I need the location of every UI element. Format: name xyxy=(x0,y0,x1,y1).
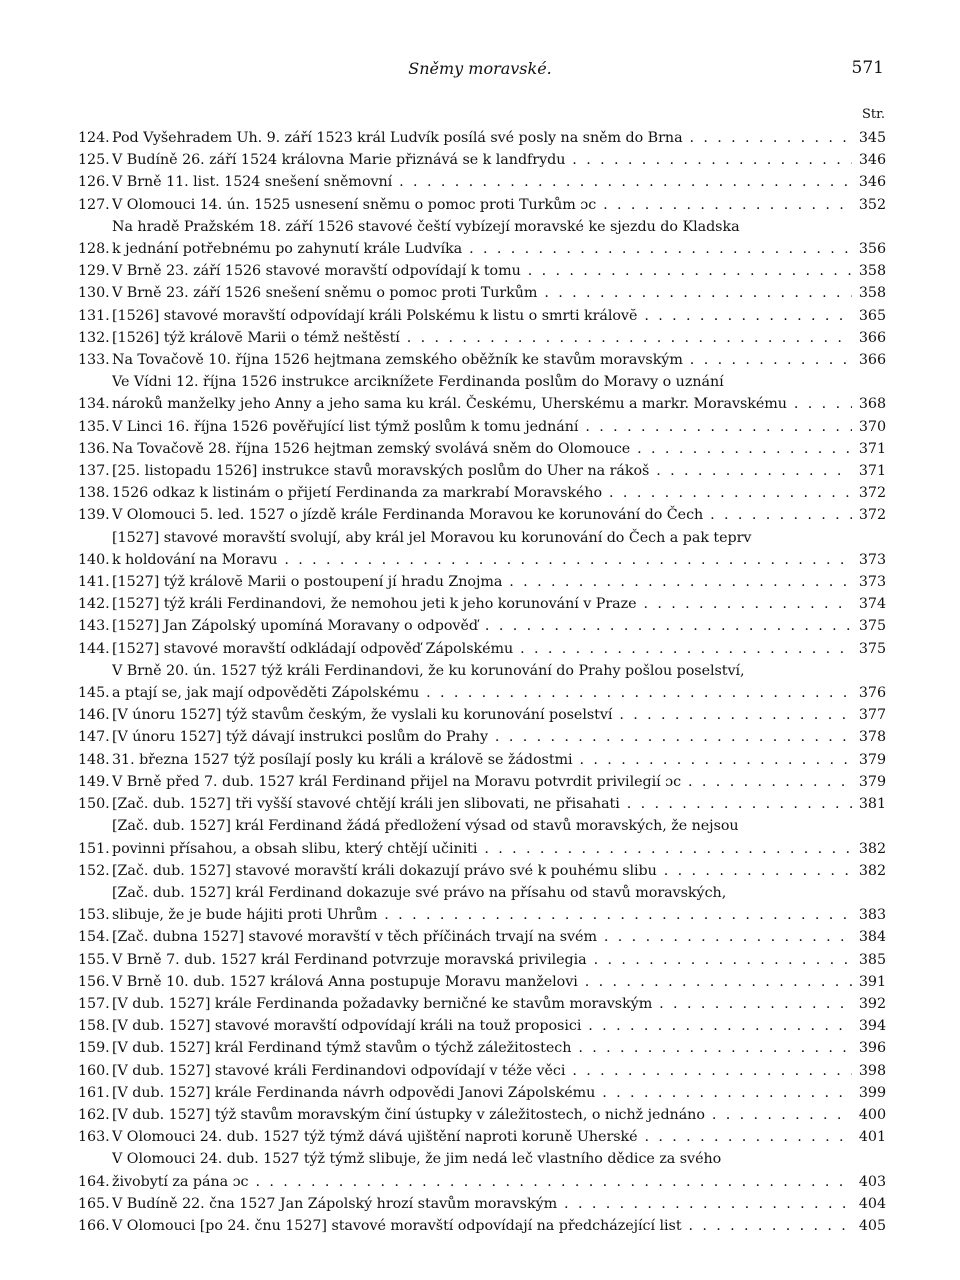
entry-page-number: 392 xyxy=(858,995,886,1012)
toc-entry xyxy=(78,704,886,726)
entry-text-line: V Linci 16. října 1526 pověřující list týmž poslům k tomu jednání . . . xyxy=(112,416,852,438)
entry-page-number: 375 xyxy=(858,618,886,635)
entry-text-line: V Olomouci 14. ún. 1525 usnesení sněmu o pomoc proti Turkům ɔc . . . xyxy=(112,194,852,216)
entry-page-number: 345 xyxy=(858,130,886,146)
entry-text-line: V Budíně 26. září 1524 královna Marie přiznává se k landfrydu . . . xyxy=(112,149,852,171)
entry-number: 162. xyxy=(78,1106,110,1123)
entry-text xyxy=(112,1148,852,1192)
entry-text xyxy=(112,371,852,415)
entry-text xyxy=(112,216,852,260)
entry-text-line: [V únoru 1527] týž stavům českým, že vyslali ku korunování poselství . . . xyxy=(112,704,852,726)
toc-entry xyxy=(78,438,886,460)
toc-entry xyxy=(78,638,886,660)
entry-text-line: [1527] Jan Zápolský upomíná Moravany o odpověď . . . xyxy=(112,615,852,637)
entry-text xyxy=(112,305,852,327)
toc-entry xyxy=(78,860,886,882)
entry-text xyxy=(112,1215,852,1237)
toc-entry xyxy=(78,1126,886,1148)
entry-page-number: 370 xyxy=(858,418,886,435)
entry-text-line: [1526] týž královĕ Marii o témž neštěstí . . . xyxy=(112,327,852,349)
entry-number: 148. xyxy=(78,751,110,768)
entry-page-number: 358 xyxy=(858,263,886,280)
entry-text-line: [V dub. 1527] král Ferdinand týmž stavům o týchž záležitostech . . . xyxy=(112,1037,852,1059)
entry-text-line: V Olomouci [po 24. čnu 1527] stavové moravští odpovídají na předcházející list . . . xyxy=(112,1215,852,1237)
entry-text-line: V Olomouci 24. dub. 1527 týž týmž slibuje, že jim nedá leč vlastního dědice za svého xyxy=(112,1151,722,1168)
entry-number: 129. xyxy=(78,263,110,280)
entry-text xyxy=(112,349,852,371)
entry-page-number: 352 xyxy=(858,196,886,213)
entry-text xyxy=(112,1060,852,1082)
toc-entry xyxy=(78,926,886,948)
entry-text xyxy=(112,571,852,593)
entry-number: 135. xyxy=(78,418,110,435)
entry-page-number: 356 xyxy=(858,241,886,258)
entry-text-line: V Brně 23. září 1526 snešení sněmu o pomoc proti Turkům . . . xyxy=(112,282,852,304)
page-column-label: Str. xyxy=(861,107,885,122)
entry-number: 131. xyxy=(78,307,110,324)
entry-text-line: [V dub. 1527] stavové králi Ferdinandovi odpovídají v téže věci . . . xyxy=(112,1060,852,1082)
entry-page-number: 394 xyxy=(858,1018,886,1035)
entry-text-line: V Brně 20. ún. 1527 týž králi Ferdinandovi, že ku korunování do Prahy pošlou poselství, xyxy=(112,662,745,679)
toc-entry xyxy=(78,416,886,438)
entry-page-number: 384 xyxy=(858,929,886,946)
toc-entry xyxy=(78,771,886,793)
entry-number: 150. xyxy=(78,796,110,813)
entry-page-number: 373 xyxy=(858,551,886,568)
entry-number: 160. xyxy=(78,1062,110,1079)
entry-text-line: V Brně 11. list. 1524 snešení sněmovní . . . xyxy=(112,171,852,193)
toc-entry xyxy=(78,149,886,171)
toc-entry xyxy=(78,971,886,993)
entry-text xyxy=(112,482,852,504)
toc-entry xyxy=(78,815,886,859)
toc-entry xyxy=(78,216,886,260)
entry-text-line: V Olomouci 24. dub. 1527 týž týmž dává ujištění naproti koruně Uherské . . . xyxy=(112,1126,852,1148)
entry-text-line: [V dub. 1527] stavové moravští odpovídají králi na touž proposici . . . xyxy=(112,1015,852,1037)
entry-page-number: 382 xyxy=(858,840,886,857)
entry-number: 141. xyxy=(78,574,110,591)
entry-text xyxy=(112,926,852,948)
entry-page-number: 371 xyxy=(858,440,886,457)
entry-text-line: povinni přísahou, a obsah slibu, který chtějí učiniti . . . xyxy=(112,838,852,860)
toc-entry xyxy=(78,615,886,637)
entry-number: 166. xyxy=(78,1217,110,1234)
entry-text xyxy=(112,504,852,526)
entry-number: 128. xyxy=(78,241,110,258)
toc-entry xyxy=(78,305,886,327)
entry-number: 149. xyxy=(78,773,110,790)
entry-text xyxy=(112,638,852,660)
entry-text xyxy=(112,416,852,438)
entry-number: 133. xyxy=(78,352,110,369)
toc-entry xyxy=(78,726,886,748)
toc-entry xyxy=(78,660,886,704)
entry-text-line: [Zač. dub. 1527] král Ferdinand žádá předložení výsad od stavů moravských, že nejsou xyxy=(112,818,739,835)
toc-entry xyxy=(78,882,886,926)
entry-number: 139. xyxy=(78,507,110,524)
entry-page-number: 366 xyxy=(858,329,886,346)
entry-page-number: 396 xyxy=(858,1040,886,1057)
entry-number: 136. xyxy=(78,440,110,457)
entry-page-number: 346 xyxy=(858,174,886,191)
entry-number: 155. xyxy=(78,951,110,968)
toc-entry xyxy=(78,1037,886,1059)
entry-text xyxy=(112,615,852,637)
entry-page-number: 401 xyxy=(858,1129,886,1146)
entry-text-line: [V dub. 1527] týž stavům moravským činí ústupky v záležitostech, o nichž jednáno . . . xyxy=(112,1104,852,1126)
toc-entry xyxy=(78,327,886,349)
entry-text-line: slibuje, že je bude hájiti proti Uhrům . . . xyxy=(112,904,852,926)
entry-text-line: V Olomouci 5. led. 1527 o jízdě krále Ferdinanda Moravou ke korunování do Čech . . . xyxy=(112,504,852,526)
entry-page-number: 372 xyxy=(858,507,886,524)
entry-page-number: 379 xyxy=(858,751,886,768)
entry-text xyxy=(112,860,852,882)
entry-page-number: 381 xyxy=(858,796,886,813)
entry-number: 130. xyxy=(78,285,110,302)
entry-text xyxy=(112,127,852,149)
page-number: 571 xyxy=(851,58,884,78)
toc-entry xyxy=(78,171,886,193)
entry-text-line: [1527] stavové moravští odkládají odpověď Zápolskému . . . xyxy=(112,638,852,660)
entry-number: 154. xyxy=(78,929,110,946)
entry-page-number: 391 xyxy=(858,973,886,990)
toc-entry xyxy=(78,1060,886,1082)
entry-number: 142. xyxy=(78,596,110,613)
entry-page-number: 366 xyxy=(858,352,886,369)
entry-text-line: Pod Vyšehradem Uh. 9. září 1523 král Ludvík posílá své posly na sněm do Brna . . . xyxy=(112,127,852,149)
entry-page-number: 346 xyxy=(858,152,886,169)
entry-number: 158. xyxy=(78,1018,110,1035)
entry-number: 151. xyxy=(78,840,110,857)
entry-text xyxy=(112,1104,852,1126)
toc-entry xyxy=(78,1193,886,1215)
entry-text xyxy=(112,815,852,859)
entry-page-number: 382 xyxy=(858,862,886,879)
entry-text-line: [V dub. 1527] krále Ferdinanda požadavky berničné ke stavům moravským . . . xyxy=(112,993,852,1015)
entry-text-line: a ptají se, jak mají odpověděti Zápolskému . . . xyxy=(112,682,852,704)
entry-text xyxy=(112,949,852,971)
toc-entry xyxy=(78,460,886,482)
entry-text-line: V Brně 10. dub. 1527 králová Anna postupuje Moravu manželovi . . . xyxy=(112,971,852,993)
toc-entry xyxy=(78,260,886,282)
entry-page-number: 368 xyxy=(858,396,886,413)
entry-text xyxy=(112,527,852,571)
entry-text xyxy=(112,749,852,771)
entry-text-line: V Brně 23. září 1526 stavové moravští odpovídají k tomu . . . xyxy=(112,260,852,282)
entry-text xyxy=(112,1126,852,1148)
toc-entry xyxy=(78,194,886,216)
entry-text-line: [V únoru 1527] týž dávají instrukci poslům do Prahy . . . xyxy=(112,726,852,748)
entry-number: 157. xyxy=(78,995,110,1012)
entry-text xyxy=(112,660,852,704)
entry-text-line: Na hradě Pražském 18. září 1526 stavové čeští vybízejí moravské ke sjezdu do Kladska xyxy=(112,218,740,235)
entry-number: 140. xyxy=(78,551,110,568)
toc-entry xyxy=(78,593,886,615)
entry-page-number: 404 xyxy=(858,1195,886,1212)
entry-text xyxy=(112,460,852,482)
toc-entry xyxy=(78,482,886,504)
entry-text-line: Na Tovačově 10. října 1526 hejtmana zemského oběžník ke stavům moravským . . . xyxy=(112,349,852,371)
entry-text-line: V Brně 7. dub. 1527 král Ferdinand potvrzuje moravská privilegia . . . xyxy=(112,949,852,971)
toc-entry xyxy=(78,1015,886,1037)
entry-page-number: 377 xyxy=(858,707,886,724)
entry-number: 159. xyxy=(78,1040,110,1057)
entry-number: 153. xyxy=(78,907,110,924)
entry-page-number: 372 xyxy=(858,485,886,502)
entry-number: 126. xyxy=(78,174,110,191)
entry-number: 161. xyxy=(78,1084,110,1101)
entry-page-number: 403 xyxy=(858,1173,886,1190)
table-of-contents xyxy=(78,127,886,1237)
toc-entry xyxy=(78,371,886,415)
entry-text xyxy=(112,149,852,171)
entry-page-number: 373 xyxy=(858,574,886,591)
entry-page-number: 358 xyxy=(858,285,886,302)
entry-text-line: [1527] týž královĕ Marii o postoupení jí hradu Znojma . . . xyxy=(112,571,852,593)
entry-text xyxy=(112,194,852,216)
entry-page-number: 398 xyxy=(858,1062,886,1079)
entry-text-line: V Budíně 22. čna 1527 Jan Zápolský hrozí stavům moravským . . . xyxy=(112,1193,852,1215)
entry-number: 125. xyxy=(78,152,110,169)
entry-text-line: k jednání potřebnému po zahynutí krále Ludvíka . . . xyxy=(112,238,852,260)
entry-number: 137. xyxy=(78,463,110,480)
entry-text xyxy=(112,438,852,460)
entry-text xyxy=(112,327,852,349)
entry-text xyxy=(112,1193,852,1215)
entry-text-line: k holdování na Moravu . . . xyxy=(112,549,852,571)
entry-text-line: Na Tovačově 28. října 1526 hejtman zemský svolává sněm do Olomouce . . . xyxy=(112,438,852,460)
entry-text-line: [V dub. 1527] krále Ferdinanda návrh odpovědi Janovi Zápolskému . . . xyxy=(112,1082,852,1104)
entry-page-number: 385 xyxy=(858,951,886,968)
entry-text xyxy=(112,971,852,993)
entry-text xyxy=(112,993,852,1015)
entry-text-line: [1526] stavové moravští odpovídají králi Polskému k listu o smrti královĕ . . . xyxy=(112,305,852,327)
entry-page-number: 379 xyxy=(858,773,886,790)
entry-page-number: 383 xyxy=(858,907,886,924)
entry-text-line: Ve Vídni 12. října 1526 instrukce arciknížete Ferdinanda poslům do Moravy o uznání xyxy=(112,374,724,391)
entry-number: 146. xyxy=(78,707,110,724)
entry-text-line: [Zač. dub. 1527] stavové moravští králi dokazují právo své k pouhému slibu . . . xyxy=(112,860,852,882)
toc-entry xyxy=(78,1148,886,1192)
entry-number: 164. xyxy=(78,1173,110,1190)
toc-entry xyxy=(78,949,886,971)
entry-text xyxy=(112,260,852,282)
entry-page-number: 400 xyxy=(858,1106,886,1123)
entry-text-line: [25. listopadu 1526] instrukce stavů moravských poslům do Uher na rákoš . . . xyxy=(112,460,852,482)
entry-text-line: V Brně před 7. dub. 1527 král Ferdinand přijel na Moravu potvrdit privilegií ɔc . . . xyxy=(112,771,852,793)
toc-entry xyxy=(78,749,886,771)
entry-text xyxy=(112,793,852,815)
entry-page-number: 378 xyxy=(858,729,886,746)
entry-text xyxy=(112,882,852,926)
entry-text xyxy=(112,771,852,793)
entry-text-line: 31. března 1527 týž posílají posly ku králi a královĕ se žádostmi . . . xyxy=(112,749,852,771)
toc-entry xyxy=(78,282,886,304)
entry-text xyxy=(112,593,852,615)
entry-text xyxy=(112,171,852,193)
running-header-title: Sněmy moravské. xyxy=(408,59,552,78)
toc-entry xyxy=(78,793,886,815)
toc-entry xyxy=(78,993,886,1015)
entry-number: 127. xyxy=(78,196,110,213)
entry-number: 144. xyxy=(78,640,110,657)
toc-entry xyxy=(78,1104,886,1126)
entry-number: 152. xyxy=(78,862,110,879)
entry-number: 134. xyxy=(78,396,110,413)
entry-number: 156. xyxy=(78,973,110,990)
entry-page-number: 399 xyxy=(858,1084,886,1101)
entry-text-line: [Zač. dubna 1527] stavové moravští v těch příčinách trvají na svém . . . xyxy=(112,926,852,948)
entry-text-line: živobytí za pána ɔc . . . xyxy=(112,1171,852,1193)
entry-text-line: [1527] týž králi Ferdinandovi, že nemohou jeti k jeho korunování v Praze . . . xyxy=(112,593,852,615)
entry-text-line: [Zač. dub. 1527] král Ferdinand dokazuje své právo na přísahu od stavů moravských, xyxy=(112,884,727,901)
entry-text xyxy=(112,726,852,748)
entry-text xyxy=(112,1037,852,1059)
entry-text-line: [1527] stavové moravští svolují, aby král jel Moravou ku korunování do Čech a pak teprv xyxy=(112,529,752,546)
entry-text xyxy=(112,1082,852,1104)
toc-entry xyxy=(78,1215,886,1237)
entry-text-line: nároků manželky jeho Anny a jeho sama ku král. Českému, Uherskému a markr. Moravskému . . . xyxy=(112,393,852,415)
toc-entry xyxy=(78,504,886,526)
entry-page-number: 371 xyxy=(858,463,886,480)
toc-entry xyxy=(78,1082,886,1104)
toc-entry xyxy=(78,571,886,593)
entry-number: 132. xyxy=(78,329,110,346)
entry-text-line: 1526 odkaz k listinám o přijetí Ferdinanda za markrabí Moravského . . . xyxy=(112,482,852,504)
entry-page-number: 376 xyxy=(858,685,886,702)
entry-number: 124. xyxy=(78,130,110,146)
entry-page-number: 374 xyxy=(858,596,886,613)
entry-page-number: 375 xyxy=(858,640,886,657)
entry-number: 138. xyxy=(78,485,110,502)
entry-number: 163. xyxy=(78,1129,110,1146)
entry-number: 165. xyxy=(78,1195,110,1212)
entry-number: 147. xyxy=(78,729,110,746)
entry-page-number: 365 xyxy=(858,307,886,324)
toc-entry xyxy=(78,127,886,149)
toc-entry xyxy=(78,527,886,571)
entry-number: 143. xyxy=(78,618,110,635)
entry-text xyxy=(112,282,852,304)
entry-text xyxy=(112,704,852,726)
entry-page-number: 405 xyxy=(858,1217,886,1234)
entry-text xyxy=(112,1015,852,1037)
entry-text-line: [Zač. dub. 1527] tři vyšší stavové chtějí králi jen slibovati, ne přisahati . . . xyxy=(112,793,852,815)
toc-entry xyxy=(78,349,886,371)
entry-number: 145. xyxy=(78,685,110,702)
